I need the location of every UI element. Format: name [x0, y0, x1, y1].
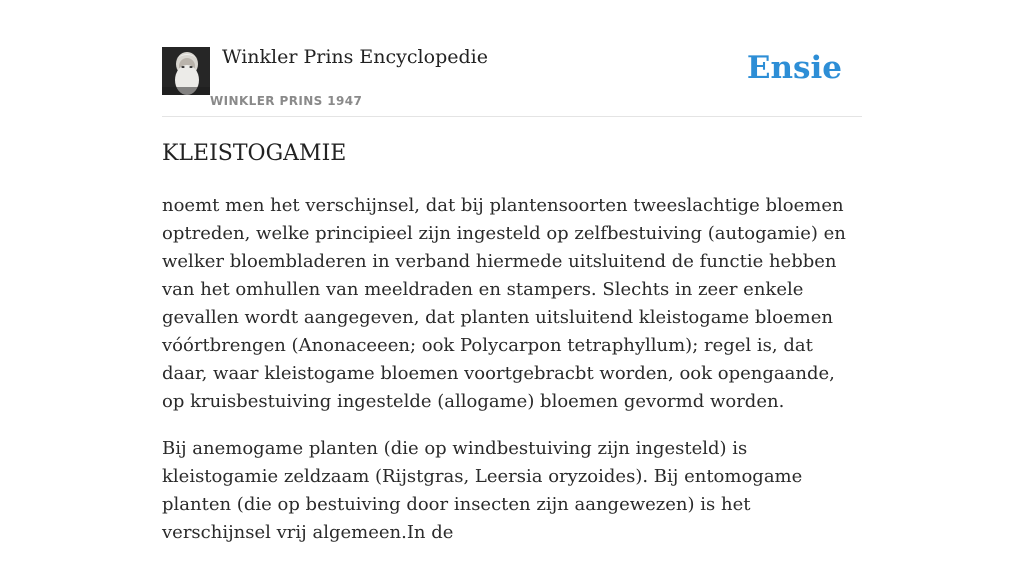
article-body [162, 192, 862, 566]
paragraph: noemt men het verschijnsel, dat bij plantensoorten tweeslachtige bloemen optreden, welke principieel zijn ingesteld op zelfbestuiving (autogamie) en welker bloembladeren in verband hiermede uitsluitend de functie hebben van het omhullen van meeldraden en stampers. Slechts in zeer enkele gevallen wordt aangegeven, dat planten uitsluitend kleistogame bloemen vóórtbrengen (Anonaceeen; ook Polycarpon tetraphyllum); regel is, dat daar, waar kleistogame bloemen voortgebracbt worden, ook opengaande, op kruisbestuiving ingestelde (allogame) bloemen gevormd worden. [162, 195, 846, 412]
bearded-man-portrait-icon [162, 47, 210, 95]
source-title[interactable]: Winkler Prins Encyclopedie [222, 46, 488, 68]
article-title: KLEISTOGAMIE [162, 141, 347, 166]
content-container [162, 0, 862, 543]
paragraph: Bij anemogame planten (die op windbestuiving zijn ingesteld) is kleistogamie zeldzaam (Rijstgras, Leersia oryzoides). Bij entomogame planten (die op bestuiving door insecten zijn aangewezen) is het verschijnsel vrij algemeen.In de [162, 438, 803, 543]
avatar[interactable] [162, 47, 210, 95]
ensie-logo-link[interactable]: Ensie [746, 50, 842, 86]
source-subtitle[interactable]: WINKLER PRINS 1947 [210, 94, 363, 108]
source-header [162, 0, 862, 117]
